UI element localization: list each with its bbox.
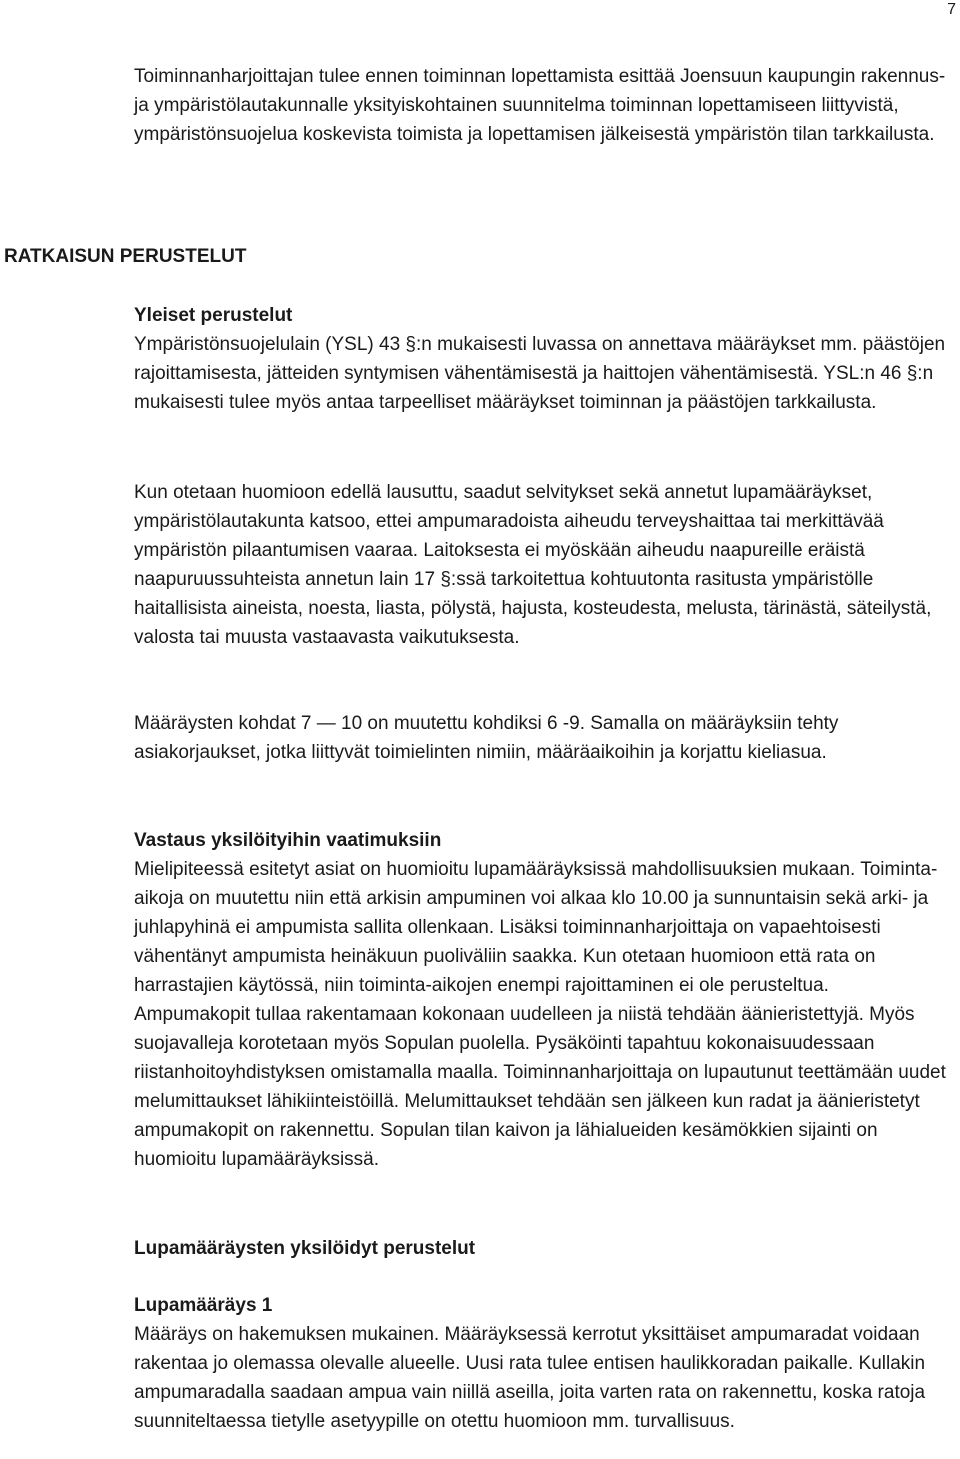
specific-heading: Lupamääräysten yksilöidyt perustelut	[134, 1238, 476, 1259]
demands-paragraph: Mielipiteessä esitetyt asiat on huomioitu lupamääräyksissä mahdollisuuksien mukaan. Toiminta-aikoja on muutettu niin että arkisin ampuminen voi alkaa klo 10.00 ja sunnuntaisin sekä arki- ja juhlapyhinä ei ampumista sallita ollenkaan. Lisäksi toiminnanharjoittaja on vapaehtoisesti vähentänyt ampumista heinäkuun puoliväliin saakka. Kun otetaan huomioon että rata on harrastajien käytössä, niin toiminta-aikojen enempi rajoittaminen ei ole perusteltua. Ampumakopit tullaa rakentamaan kokonaan uudelleen ja niistä tehdään äänieristettyjä. Myös suojavalleja korotetaan myös Sopulan puolella. Pysäköinti tapahtuu kokonaisuudessaan riistanhoitoyhdistyksen omistamalla maalla. Toiminnanharjoittaja on lupautunut teettämään uudet melumittaukset lähikiinteistöillä. Melumittaukset tehdään sen jälkeen kun radat ja äänieristetyt ampumakopit on rakennettu. Sopulan tilan kaivon ja lähialueiden kesämökkien sijainti on huomioitu lupamääräyksissä.	[134, 859, 946, 1170]
general-paragraph: Ympäristönsuojelulain (YSL) 43 §:n mukaisesti luvassa on annettava määräykset mm. päästöjen rajoittamisesta, jätteiden syntymisen vähentämisestä ja haittojen vähentämisestä. YSL:n 46 §:n mukaisesti tulee myös antaa tarpeelliset määräykset toiminnan ja päästöjen tarkkailusta.	[134, 334, 946, 413]
intro-paragraph: Toiminnanharjoittajan tulee ennen toiminnan lopettamista esittää Joensuun kaupungin rakennus- ja ympäristölautakunnalle yksityiskohtainen suunnitelma toiminnan lopettamiseen liittyvistä, ympäristönsuojelua koskevista toimista ja lopettamisen jälkeisestä ympäristön tilan tarkkailusta.	[134, 66, 946, 145]
general-heading: Yleiset perustelut	[134, 305, 293, 326]
demands-block	[134, 826, 946, 1174]
permit1-block	[134, 1291, 946, 1436]
demands-heading: Vastaus yksilöityihin vaatimuksiin	[134, 830, 442, 851]
specific-block	[134, 1234, 946, 1263]
changes-block	[134, 709, 946, 767]
changes-paragraph: Määräysten kohdat 7 — 10 on muutettu kohdiksi 6 -9. Samalla on määräyksiin tehty asiakorjaukset, jotka liittyvät toimielinten nimiin, määräaikoihin ja korjattu kieliasua.	[134, 713, 839, 763]
permit1-heading: Lupamääräys 1	[134, 1295, 273, 1316]
section-title: RATKAISUN PERUSTELUT	[4, 246, 247, 267]
assessment-paragraph: Kun otetaan huomioon edellä lausuttu, saadut selvitykset sekä annetut lupamääräykset, ympäristölautakunta katsoo, ettei ampumaradoista aiheudu terveyshaittaa tai merkittävää ympäristön pilaantumisen vaaraa. Laitoksesta ei myöskään aiheudu naapureille eräistä naapuruussuhteista annetun lain 17 §:ssä tarkoitettua kohtuutonta rasitusta ympäristölle haitallisista aineista, noesta, liasta, pölystä, hajusta, kosteudesta, melusta, tärinästä, säteilystä, valosta tai muusta vastaavasta vaikutuksesta.	[134, 482, 932, 648]
page-number: 7	[947, 1, 956, 18]
intro-block	[134, 62, 946, 149]
permit1-paragraph: Määräys on hakemuksen mukainen. Määräyksessä kerrotut yksittäiset ampumaradat voidaan rakentaa jo olemassa olevalle alueelle. Uusi rata tulee entisen haulikkoradan paikalle. Kullakin ampumaradalla saadaan ampua vain niillä aseilla, joita varten rata on rakennettu, koska ratoja suunniteltaessa tietylle asetyypille on otettu huomioon mm. turvallisuus.	[134, 1324, 926, 1432]
assessment-block	[134, 478, 946, 652]
general-block	[134, 301, 946, 417]
